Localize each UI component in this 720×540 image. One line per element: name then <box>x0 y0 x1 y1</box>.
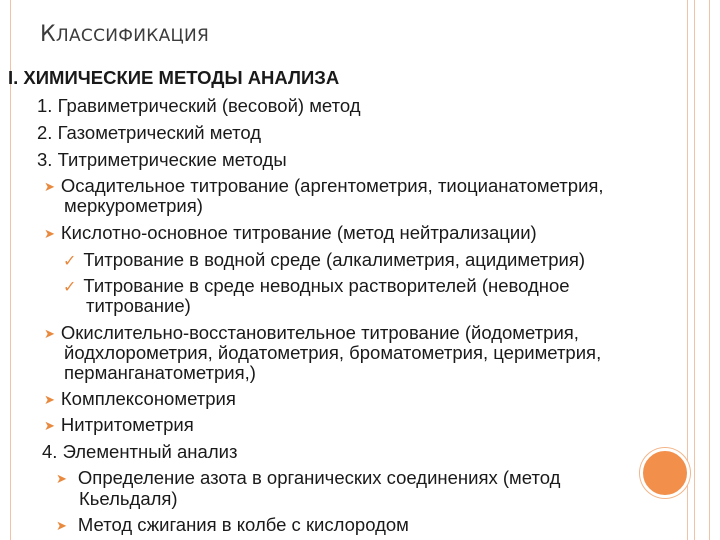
arrow-bullet-icon: ➤ <box>44 418 55 433</box>
decorative-circle <box>640 448 690 498</box>
list-item: ✓ Титрование в водной среде (алкалиметрия, ацидиметрия) <box>63 249 586 270</box>
check-bullet-icon: ✓ <box>63 279 77 296</box>
list-item: ➤ Осадительное титрование (аргентометрия, тиоцианатометрия, <box>44 175 604 196</box>
list-item: ✓ Титрование в среде неводных растворителей (неводное <box>63 275 570 296</box>
title-rest: ЛАССИФИКАЦИЯ <box>55 26 210 46</box>
frame-stripe <box>694 0 710 540</box>
list-item: 1. Гравиметрический (весовой) метод <box>37 95 361 116</box>
list-item: ➤ Определение азота в органических соединениях (метод <box>56 467 561 488</box>
list-item-continuation: йодхлорометрия, йодатометрия, броматометрия, цериметрия, <box>64 342 602 363</box>
list-item-continuation: перманганатометрия,) <box>64 362 256 383</box>
slide-title <box>40 22 209 47</box>
arrow-bullet-icon: ➤ <box>44 179 55 194</box>
list-item: ➤ Метод сжигания в колбе с кислородом <box>56 514 409 535</box>
section-heading: I. ХИМИЧЕСКИЕ МЕТОДЫ АНАЛИЗА <box>8 67 340 88</box>
list-item-continuation: меркурометрия) <box>64 195 203 216</box>
arrow-bullet-icon: ➤ <box>56 471 67 486</box>
slide-frame-right <box>687 0 720 540</box>
title-initial: К <box>40 22 56 47</box>
list-item: 3. Титриметрические методы <box>37 149 287 170</box>
arrow-bullet-icon: ➤ <box>44 392 55 407</box>
list-item: ➤ Комплексонометрия <box>44 388 236 409</box>
arrow-bullet-icon: ➤ <box>44 226 55 241</box>
list-item-continuation: Кьельдаля) <box>79 488 178 509</box>
list-item-continuation: титрование) <box>86 295 191 316</box>
list-item: ➤ Кислотно-основное титрование (метод нейтрализации) <box>44 222 537 243</box>
check-bullet-icon: ✓ <box>63 253 77 270</box>
arrow-bullet-icon: ➤ <box>44 326 55 341</box>
list-item: ➤ Окислительно-восстановительное титрование (йодометрия, <box>44 322 579 343</box>
list-item: ➤ Нитритометрия <box>44 414 194 435</box>
list-item: 2. Газометрический метод <box>37 122 262 143</box>
arrow-bullet-icon: ➤ <box>56 518 67 533</box>
list-item: 4. Элементный анализ <box>42 441 238 462</box>
